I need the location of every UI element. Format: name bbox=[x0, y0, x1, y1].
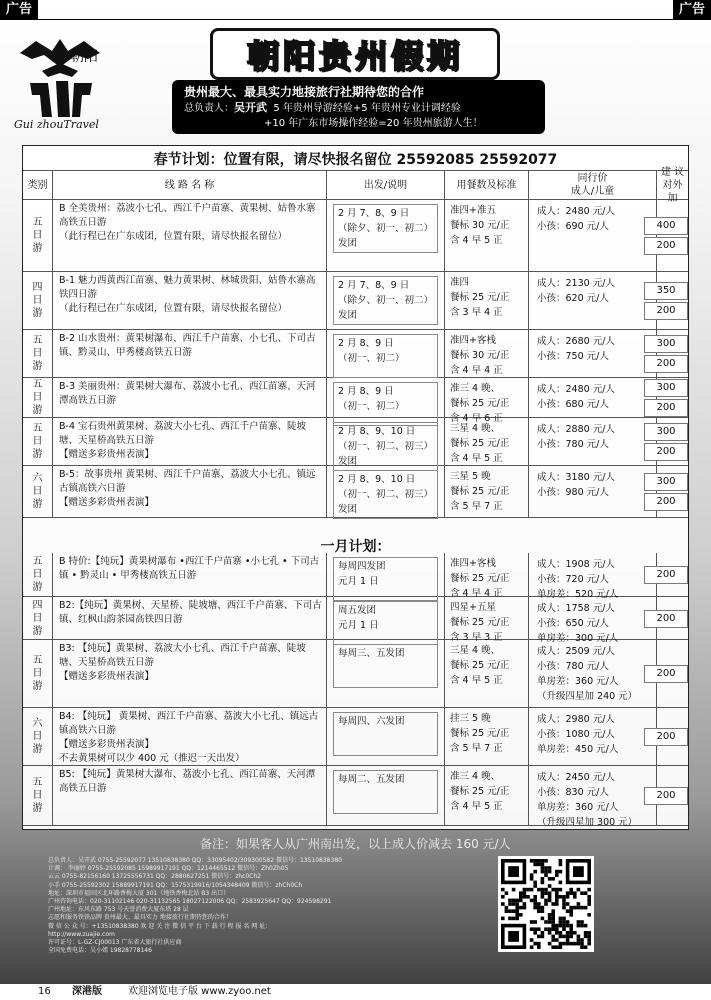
price-line: 小孩：690 元/人 bbox=[537, 221, 609, 232]
departure-info bbox=[327, 708, 445, 765]
price-line: 小孩：980 元/人 bbox=[537, 487, 609, 498]
peer-price bbox=[529, 708, 657, 765]
price-line: 成人：2980 元/人 bbox=[537, 714, 615, 725]
peer-price bbox=[529, 200, 657, 271]
route-line: （此行程已在广东成团，位置有限，请尽快报名留位） bbox=[59, 231, 288, 242]
trip-type bbox=[23, 597, 53, 639]
trip-type-label: 六日游 bbox=[32, 473, 43, 510]
contact-line: 志愿和服务铁铁品牌 贵州最大、最具实力 地接旅行社期待您的合作！ bbox=[48, 914, 232, 922]
trip-type bbox=[23, 553, 53, 596]
ad-tag-right: 广告 bbox=[673, 0, 711, 20]
departure-info bbox=[327, 272, 445, 329]
departure-box bbox=[333, 204, 438, 253]
slogan-main: 贵州最大、最具实力地接旅行社期待您的合作 bbox=[184, 85, 425, 99]
price-line: 成人：3180 元/人 bbox=[537, 472, 615, 483]
meal-line: 准四+准五 bbox=[450, 205, 496, 216]
slogan-person: 吴开武 bbox=[234, 101, 267, 114]
price-line: 小孩：720 元/人 bbox=[537, 574, 609, 585]
departure-info bbox=[327, 766, 445, 825]
extra-value: 200 bbox=[644, 610, 688, 628]
contact-line: 小手 0755-25592302 15889917191 QQ：1575319916/1054348409 微信号：zhCh0Ch bbox=[48, 881, 303, 889]
meal-line: 餐标 25 元/正 bbox=[450, 617, 510, 628]
extra-value: 200 bbox=[644, 493, 688, 511]
extra-value: 200 bbox=[644, 566, 688, 584]
trip-type-label: 五日游 bbox=[32, 777, 43, 814]
departure-info bbox=[327, 330, 445, 377]
svg-text:朝阳: 朝阳 bbox=[70, 49, 98, 65]
trip-type-label: 五日游 bbox=[32, 217, 43, 254]
ad-tag-left: 广告 bbox=[0, 0, 38, 20]
route-name bbox=[53, 708, 327, 765]
meal-line: 三星 5 晚 bbox=[450, 471, 491, 482]
departure-line: （初一、初二） bbox=[338, 353, 405, 364]
spring-row bbox=[23, 418, 688, 466]
departure-box bbox=[333, 770, 438, 814]
meal-standard bbox=[445, 200, 529, 271]
suggested-extra bbox=[657, 553, 688, 596]
jan-row bbox=[23, 597, 688, 644]
route-name bbox=[53, 597, 327, 639]
departure-box bbox=[333, 276, 438, 325]
extra-value: 200 bbox=[644, 355, 688, 373]
route-line: B-1 魅力西黄西江苗寨、魅力黄果树、林城贵阳、姑鲁水寨高铁四日游 bbox=[59, 275, 316, 300]
price-line: 小孩：780 元/人 bbox=[537, 439, 609, 450]
jan-row bbox=[23, 640, 688, 708]
meal-line: 准三 4 晚、 bbox=[450, 771, 501, 782]
departure-line: （初一、初二、初三） bbox=[338, 489, 434, 500]
trip-type bbox=[23, 418, 53, 465]
suggested-extra bbox=[657, 418, 688, 465]
footer-promo: 欢迎浏览电子版 www.zyoo.net bbox=[128, 986, 271, 997]
meal-standard bbox=[445, 418, 529, 465]
trip-type bbox=[23, 766, 53, 825]
contact-line: http://www.zuajie.com bbox=[48, 930, 115, 938]
price-line: 小孩：1080 元/人 bbox=[537, 729, 615, 740]
header-price-top: 同行价 bbox=[577, 173, 608, 184]
departure-box bbox=[333, 334, 438, 378]
title-banner bbox=[210, 28, 500, 80]
suggested-extra bbox=[657, 330, 688, 377]
contact-line: 广州咨询电话：020-31102146 020-31132565 18027122006 QQ：2583925647 QQ：924598291 bbox=[48, 898, 332, 906]
extra-value: 300 bbox=[644, 423, 688, 441]
slogan-rest: 5 年贵州导游经验+5 年贵州专业计调经验 bbox=[273, 103, 461, 114]
meal-line: 挂三 5 晚 bbox=[450, 713, 491, 724]
trip-type-label: 五日游 bbox=[32, 379, 43, 416]
price-line: （升级四星加 240 元） bbox=[537, 691, 638, 702]
trip-type-label: 五日游 bbox=[32, 655, 43, 692]
meal-standard bbox=[445, 553, 529, 599]
slogan-line-1 bbox=[184, 100, 533, 116]
contact-line: 微 信 公 众 号：+13510838380 欢 迎 关 注 微 信 平 台 下 载 行 程 报 名 网 址： bbox=[48, 922, 272, 930]
peer-price bbox=[529, 766, 657, 828]
meal-standard bbox=[445, 272, 529, 329]
page-number: 16 bbox=[38, 986, 51, 997]
trip-type bbox=[23, 378, 53, 417]
departure-box bbox=[333, 644, 438, 688]
departure-line: 元月 1 日 bbox=[338, 620, 379, 631]
slogan-line-2: +10 年广东市场操作经验=20 年贵州旅游人生！ bbox=[264, 118, 483, 129]
slogan-prefix: 总负责人： bbox=[184, 103, 234, 114]
departure-line: 每周三、五发团 bbox=[338, 648, 405, 659]
logo-caption: Gui zhouTravel bbox=[14, 118, 99, 131]
price-line: 单房差：520 元/人 bbox=[537, 589, 619, 600]
header-extra: 建 议 对外加 bbox=[660, 166, 685, 204]
departure-info bbox=[327, 640, 445, 707]
route-line: B5: 【纯玩】黄果树大瀑布、荔波小七孔、西江苗寨、天河潭高铁五日游 bbox=[59, 769, 316, 794]
trip-type-label: 五日游 bbox=[32, 423, 43, 460]
contact-line: 全国免费电话：吴小姐 19828778146 bbox=[48, 947, 152, 955]
suggested-extra bbox=[657, 597, 688, 639]
meal-line: 含 3 早 4 正 bbox=[450, 307, 503, 318]
route-name bbox=[53, 766, 327, 825]
price-line: 成人：2480 元/人 bbox=[537, 384, 615, 395]
header-meal: 用餐数及标准 bbox=[445, 171, 529, 199]
header-route: 线 路 名 称 bbox=[53, 171, 327, 199]
meal-standard bbox=[445, 766, 529, 825]
peer-price bbox=[529, 330, 657, 377]
qr-code bbox=[498, 856, 594, 952]
extra-value: 300 bbox=[644, 473, 688, 491]
route-line: B-5：故事贵州 黄果树、西江千户苗寨、荔波大小七孔、镇远古镇高铁六日游 bbox=[59, 469, 316, 494]
route-line: B3: 【纯玩】黄果树、荔波大小七孔、西江千户苗寨、陡坡塘、天星桥高铁五日游 bbox=[59, 643, 306, 668]
route-name bbox=[53, 553, 327, 596]
route-line: B-2 山水贵州：黄果树瀑布、西江千户苗寨、小七孔、下司古镇、黔灵山、甲秀楼高铁五日游 bbox=[59, 333, 316, 358]
route-name bbox=[53, 378, 327, 417]
header-date: 出发/说明 bbox=[327, 171, 445, 199]
price-line: 单房差：360 元/人 bbox=[537, 676, 619, 687]
departure-box bbox=[333, 712, 438, 756]
contact-line: 许可证号：L-GZ-CJ00013 广东省大旅行社供应商 bbox=[48, 939, 182, 947]
trip-type-label: 六日游 bbox=[32, 718, 43, 755]
meal-line: 餐标 25 元/正 bbox=[450, 786, 510, 797]
departure-line: 每周四发团 bbox=[338, 561, 386, 572]
departure-line: 2 月 8、9 日 bbox=[338, 386, 394, 397]
itinerary-table bbox=[22, 145, 689, 830]
price-line: 小孩：620 元/人 bbox=[537, 293, 609, 304]
meal-standard bbox=[445, 597, 529, 643]
price-line: 小孩：680 元/人 bbox=[537, 399, 609, 410]
price-line: 成人：2450 元/人 bbox=[537, 772, 615, 783]
departure-info bbox=[327, 597, 445, 639]
departure-box bbox=[333, 601, 438, 645]
route-line: B-3 美丽贵州：黄果树大瀑布、荔波小七孔、西江苗寨、天河潭高铁五日游 bbox=[59, 381, 316, 406]
departure-box bbox=[333, 557, 438, 601]
header-type: 类别 bbox=[23, 171, 53, 199]
route-line: （此行程已在广东成团，位置有限，请尽快报名留位） bbox=[59, 303, 288, 314]
route-name bbox=[53, 330, 327, 377]
departure-line: 发团 bbox=[338, 310, 358, 321]
route-line: 【赠送多彩贵州表演】 bbox=[59, 739, 155, 750]
meal-line: 三星 4 晚、 bbox=[450, 645, 501, 656]
meal-line: 四星+五星 bbox=[450, 602, 496, 613]
meal-line: 餐标 25 元/正 bbox=[450, 573, 510, 584]
extra-value: 300 bbox=[644, 379, 688, 397]
meal-line: 含 4 早 5 正 bbox=[450, 675, 503, 686]
footer-bar bbox=[0, 984, 711, 1000]
meal-line: 含 4 早 5 正 bbox=[450, 801, 503, 812]
meal-line: 含 4 早 5 正 bbox=[450, 235, 503, 246]
route-name bbox=[53, 200, 327, 271]
spring-row bbox=[23, 200, 688, 272]
departure-line: 周五发团 bbox=[338, 605, 377, 616]
contact-line: 计调： 李丽婷 0755-25592085 15989917191 QQ：1214465512 微信号：Zh0Zh05 bbox=[48, 865, 289, 873]
suggested-extra bbox=[657, 766, 688, 825]
spring-plan-title: 春节计划：位置有限，请尽快报名留位 25592085 25592077 bbox=[153, 152, 558, 168]
jan-row bbox=[23, 553, 688, 600]
route-line: B 全美贵州：荔波小七孔、西江千户苗寨、黄果树、姑鲁水寨高铁五日游 bbox=[59, 203, 316, 228]
meal-line: 准四+客栈 bbox=[450, 335, 496, 346]
trip-type-label: 五日游 bbox=[32, 335, 43, 372]
meal-line: 含 4 早 6 正 bbox=[450, 413, 503, 424]
meal-line: 含 5 早 7 正 bbox=[450, 501, 503, 512]
trip-type-label: 五日游 bbox=[32, 556, 43, 593]
departure-info bbox=[327, 378, 445, 417]
departure-line: 2 月 8、9 日 bbox=[338, 338, 394, 349]
extra-value: 400 bbox=[644, 217, 688, 235]
departure-line: 每周二、五发团 bbox=[338, 774, 405, 785]
qr-code-icon bbox=[501, 859, 591, 949]
price-line: 小孩：650 元/人 bbox=[537, 618, 609, 629]
peer-price bbox=[529, 466, 657, 517]
price-line: 小孩：780 元/人 bbox=[537, 661, 609, 672]
meal-line: 准四+客栈 bbox=[450, 558, 496, 569]
meal-standard bbox=[445, 708, 529, 765]
meal-line: 餐标 25 元/正 bbox=[450, 438, 510, 449]
meal-line: 含 4 早 5 正 bbox=[450, 453, 503, 464]
departure-line: （除夕、初一、初二） bbox=[338, 223, 434, 234]
route-line: 【赠送多彩贵州表演】 bbox=[59, 671, 155, 682]
price-line: 单房差：450 元/人 bbox=[537, 744, 619, 755]
trip-type bbox=[23, 200, 53, 271]
extra-value: 300 bbox=[644, 335, 688, 353]
peer-price bbox=[529, 272, 657, 329]
price-line: （升级四星加 300 元） bbox=[537, 817, 638, 828]
route-line: 【赠送多彩贵州表演】 bbox=[59, 497, 155, 508]
extra-value: 200 bbox=[644, 237, 688, 255]
spring-row bbox=[23, 330, 688, 378]
price-line: 小孩：750 元/人 bbox=[537, 351, 609, 362]
price-line: 成人：2880 元/人 bbox=[537, 424, 615, 435]
page-title: 朝阳贵州假期 bbox=[246, 37, 463, 75]
departure-line: 发团 bbox=[338, 504, 358, 515]
departure-box bbox=[333, 422, 438, 471]
spring-row bbox=[23, 378, 688, 424]
meal-line: 餐标 25 元/正 bbox=[450, 728, 510, 739]
suggested-extra bbox=[657, 200, 688, 271]
meal-standard bbox=[445, 378, 529, 424]
route-name bbox=[53, 640, 327, 707]
meal-line: 餐标 30 元/正 bbox=[450, 350, 510, 361]
peer-price bbox=[529, 640, 657, 707]
meal-line: 含 5 早 7 正 bbox=[450, 743, 503, 754]
departure-line: （初一、初二、初三） bbox=[338, 441, 434, 452]
price-line: 单房差：300 元/人 bbox=[537, 633, 619, 644]
jan-row bbox=[23, 766, 688, 826]
extra-value: 200 bbox=[644, 443, 688, 461]
route-line: 不去黄果树可以少 400 元（推迟一天出发） bbox=[59, 753, 245, 764]
contact-line: 云云 0755-82156160 13725556731 QQ：2880627251 微信号：zhc0Ch2 bbox=[48, 873, 262, 881]
price-line: 单房差：360 元/人 bbox=[537, 802, 619, 813]
suggested-extra bbox=[657, 466, 688, 517]
price-line: 成人：1908 元/人 bbox=[537, 559, 615, 570]
route-name bbox=[53, 272, 327, 329]
route-name bbox=[53, 466, 327, 517]
departure-line: 发团 bbox=[338, 456, 358, 467]
extra-value: 200 bbox=[644, 787, 688, 805]
departure-line: 2 月 7、8、9 日 bbox=[338, 280, 410, 291]
price-line: 成人：2130 元/人 bbox=[537, 278, 615, 289]
departure-info bbox=[327, 200, 445, 271]
meal-line: 餐标 30 元/正 bbox=[450, 220, 510, 231]
suggested-extra bbox=[657, 272, 688, 329]
extra-value: 200 bbox=[644, 728, 688, 746]
suggested-extra bbox=[657, 640, 688, 707]
departure-line: 每周四、六发团 bbox=[338, 716, 405, 727]
route-line: B2:【纯玩】黄果树、天星桥、陡坡塘、西江千户苗寨、下司古镇、红枫山韵茶园高铁四日游 bbox=[59, 600, 322, 625]
trip-type bbox=[23, 330, 53, 377]
route-line: 【赠送多彩贵州表演】 bbox=[59, 449, 155, 460]
spring-row bbox=[23, 466, 688, 518]
departure-info bbox=[327, 553, 445, 596]
departure-line: 2 月 8、9、10 日 bbox=[338, 474, 416, 485]
contact-line: 广州地址：东风东路 753 号天誉消费大厦东塔 28 层 bbox=[48, 906, 189, 914]
header-price-bottom: 成人/儿童 bbox=[570, 186, 615, 197]
extra-value: 200 bbox=[644, 665, 688, 683]
departure-info bbox=[327, 466, 445, 517]
trip-type bbox=[23, 640, 53, 707]
trip-type-label: 四日游 bbox=[32, 599, 43, 637]
contact-line: 总负责人：吴开武 0755-25592077 13510838380 QQ：33095402/309300582 微信号：13510838380 bbox=[48, 857, 342, 864]
edition-label: 深港版 bbox=[72, 986, 102, 997]
trip-type bbox=[23, 466, 53, 517]
suggested-extra bbox=[657, 708, 688, 765]
departure-line: （除夕、初一、初二） bbox=[338, 295, 434, 306]
footnote: 备注：如果客人从广州南出发，以上成人价减去 160 元/人 bbox=[200, 837, 511, 851]
departure-line: 2 月 7、8、9 日 bbox=[338, 208, 410, 219]
trip-type-label: 四日游 bbox=[32, 282, 43, 319]
meal-line: 含 3 早 3 正 bbox=[450, 632, 503, 643]
slogan-box bbox=[172, 80, 545, 134]
spring-row bbox=[23, 272, 688, 330]
meal-standard bbox=[445, 330, 529, 377]
price-line: 成人：2509 元/人 bbox=[537, 646, 615, 657]
price-line: 小孩：830 元/人 bbox=[537, 787, 609, 798]
meal-line: 三星 4 晚、 bbox=[450, 423, 501, 434]
meal-line: 准四 bbox=[450, 277, 470, 288]
trip-type bbox=[23, 708, 53, 765]
meal-line: 含 4 早 4 正 bbox=[450, 365, 503, 376]
departure-line: （初一、初二） bbox=[338, 401, 405, 412]
meal-line: 餐标 25 元/正 bbox=[450, 398, 510, 409]
meal-line: 含 4 早 4 正 bbox=[450, 588, 503, 599]
departure-line: 元月 1 日 bbox=[338, 576, 379, 587]
peer-price bbox=[529, 418, 657, 465]
route-line: B-4 宝石贵州黄果树、荔波大小七孔、西江千户苗寨、陡坡塘、天星桥高铁五日游 bbox=[59, 421, 307, 446]
meal-line: 准三 4 晚、 bbox=[450, 383, 501, 394]
suggested-extra bbox=[657, 378, 688, 417]
route-line: B4: 【纯玩】 黄果树、西江千户苗寨、荔波大小七孔、镇远古镇高铁六日游 bbox=[59, 711, 319, 736]
extra-value: 350 bbox=[644, 282, 688, 300]
price-line: 成人：2480 元/人 bbox=[537, 206, 615, 217]
top-divider bbox=[0, 19, 711, 20]
contact-block bbox=[48, 857, 488, 955]
extra-value: 200 bbox=[644, 399, 688, 417]
meal-line: 餐标 25 元/正 bbox=[450, 486, 510, 497]
meal-line: 餐标 25 元/正 bbox=[450, 660, 510, 671]
departure-line: 2 月 8、9、10 日 bbox=[338, 426, 416, 437]
header-price bbox=[529, 171, 657, 199]
jan-row bbox=[23, 708, 688, 766]
meal-standard bbox=[445, 466, 529, 517]
departure-line: 发团 bbox=[338, 238, 358, 249]
jan-plan-title: 一月计划： bbox=[320, 539, 391, 555]
peer-price bbox=[529, 553, 657, 600]
peer-price bbox=[529, 378, 657, 417]
price-line: 成人：1758 元/人 bbox=[537, 603, 615, 614]
table-header-row bbox=[23, 166, 688, 204]
extra-value: 200 bbox=[644, 302, 688, 320]
route-name bbox=[53, 418, 327, 465]
route-line: B 特价:【纯玩】黄果树瀑布 •西江千户苗寨 •小七孔 • 下司古镇 • 黔灵山 • 甲秀楼高铁五日游 bbox=[59, 556, 320, 581]
departure-info bbox=[327, 418, 445, 465]
trip-type bbox=[23, 272, 53, 329]
meal-line: 餐标 25 元/正 bbox=[450, 292, 510, 303]
peer-price bbox=[529, 597, 657, 644]
price-line: 成人：2680 元/人 bbox=[537, 336, 615, 347]
meal-standard bbox=[445, 640, 529, 707]
contact-line: 地址：深圳市福田区北环路香梅大厦 301（地铁香梅北站 B3 出口） bbox=[48, 889, 230, 897]
departure-box bbox=[333, 470, 438, 519]
